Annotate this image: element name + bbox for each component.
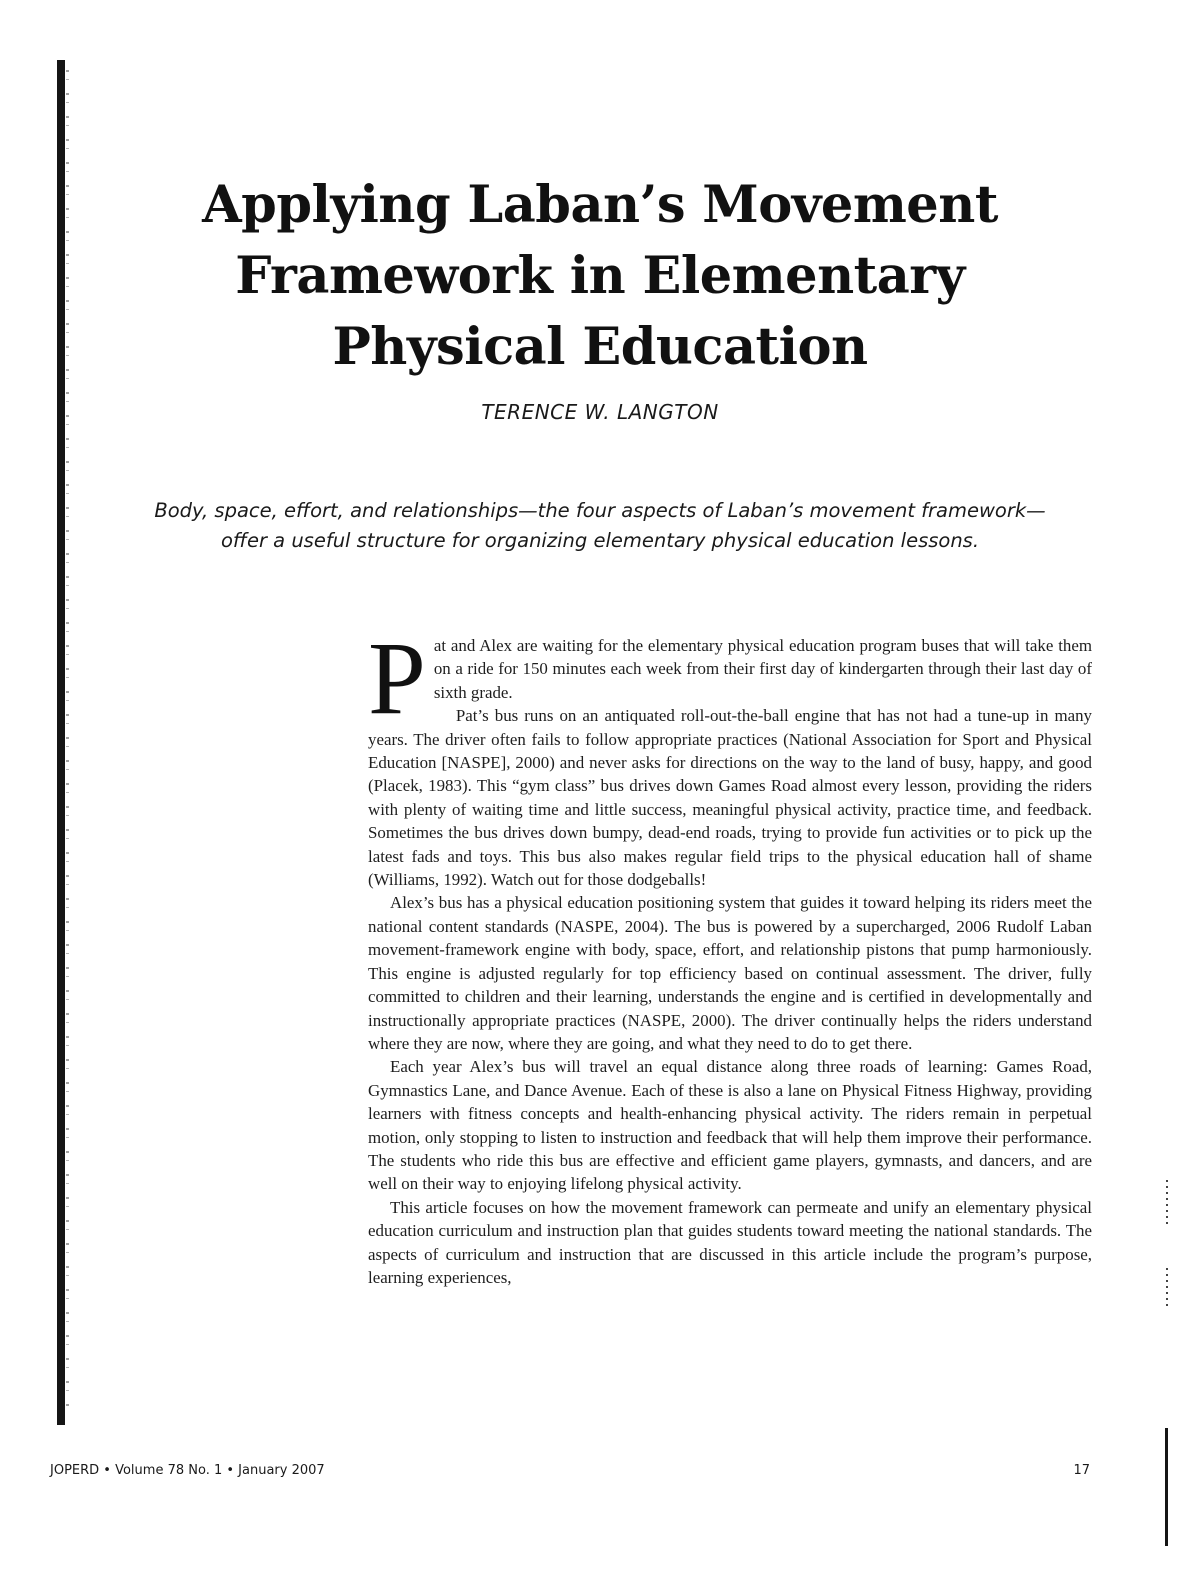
article-deck (80, 496, 1120, 556)
title-line-3: Physical Education (332, 317, 868, 377)
paragraph-text: at and Alex are waiting for the elementary physical education program buses that will take them on a ride for 150 minutes each week from their first day of kindergarten through their last day of sixth grade. (433, 636, 1092, 702)
body-paragraph-1 (368, 621, 1092, 736)
page-number: 17 (1073, 1463, 1090, 1478)
title-line-1: Applying Laban’s Movement (202, 175, 998, 235)
article-body (368, 621, 1092, 1289)
deck-line-1: Body, space, effort, and relationships—the four aspects of Laban’s movement framework— (154, 499, 1046, 522)
drop-cap: P (368, 621, 426, 736)
body-paragraph-5: This article focuses on how the movement framework can permeate and unify an elementary physical education curriculum and instruction plan that guides students toward meeting the national standards. The aspects of curriculum and instruction that are discussed in this article include the program’s purpose, learning experiences, (368, 1197, 1092, 1287)
body-paragraph-3: Alex’s bus has a physical education positioning system that guides it toward helping its riders meet the national content standards (NASPE, 2004). The bus is powered by a supercharged, 2006 Rudolf Laban movement-framework engine with body, space, effort, and relationship pistons that pump harmoniously. This engine is adjusted regularly for top efficiency based on continual assessment. The driver, fully committed to children and their learning, understands the engine and is certified in developmentally and instructionally appropriate practices (NASPE, 2000). The driver continually helps the riders understand where they are now, where they are going, and what they need to do to get there. (368, 893, 1092, 1053)
journal-footer: JOPERD • Volume 78 No. 1 • January 2007 (50, 1463, 325, 1478)
body-paragraph-4: Each year Alex’s bus will travel an equal distance along three roads of learning: Games Road, Gymnastics Lane, and Dance Avenue. Each of these is also a lane on Physical Fitness Highway, providing learners with fitness concepts and health-enhancing physical activity. The riders remain in perpetual motion, only stopping to listen to instruction and feedback that will help them improve their performance. The students who ride this bus are effective and efficient game players, gymnasts, and dancers, and are well on their way to enjoying lifelong physical activity. (368, 1057, 1092, 1194)
deck-line-2: offer a useful structure for organizing elementary physical education lessons. (220, 529, 980, 552)
title-line-2: Framework in Elementary (235, 246, 965, 306)
scan-edge-right (1165, 1428, 1168, 1546)
article-title (140, 170, 1060, 383)
scan-speckle (66, 70, 69, 1410)
scan-edge-left (57, 60, 65, 1425)
scan-mark (1166, 1268, 1168, 1308)
body-paragraph-2: Pat’s bus runs on an antiquated roll-out-the-ball engine that has not had a tune-up in many years. The driver often fails to follow appropriate practices (National Association for Sport and Physical Education [NASPE], 2000) and never asks for directions on the way to the land of busy, happy, and good (Placek, 1983). This “gym class” bus drives down Games Road almost every lesson, providing the riders with plenty of waiting time and little success, meaningful physical activity, practice time, and feedback. Sometimes the bus drives down bumpy, dead-end roads, trying to provide fun activities or to pick up the latest fads and toys. This bus also makes regular field trips to the physical education hall of shame (Williams, 1992). Watch out for those dodgeballs! (368, 706, 1092, 890)
author-name: TERENCE W. LANGTON (481, 400, 719, 424)
scan-mark (1166, 1180, 1168, 1224)
